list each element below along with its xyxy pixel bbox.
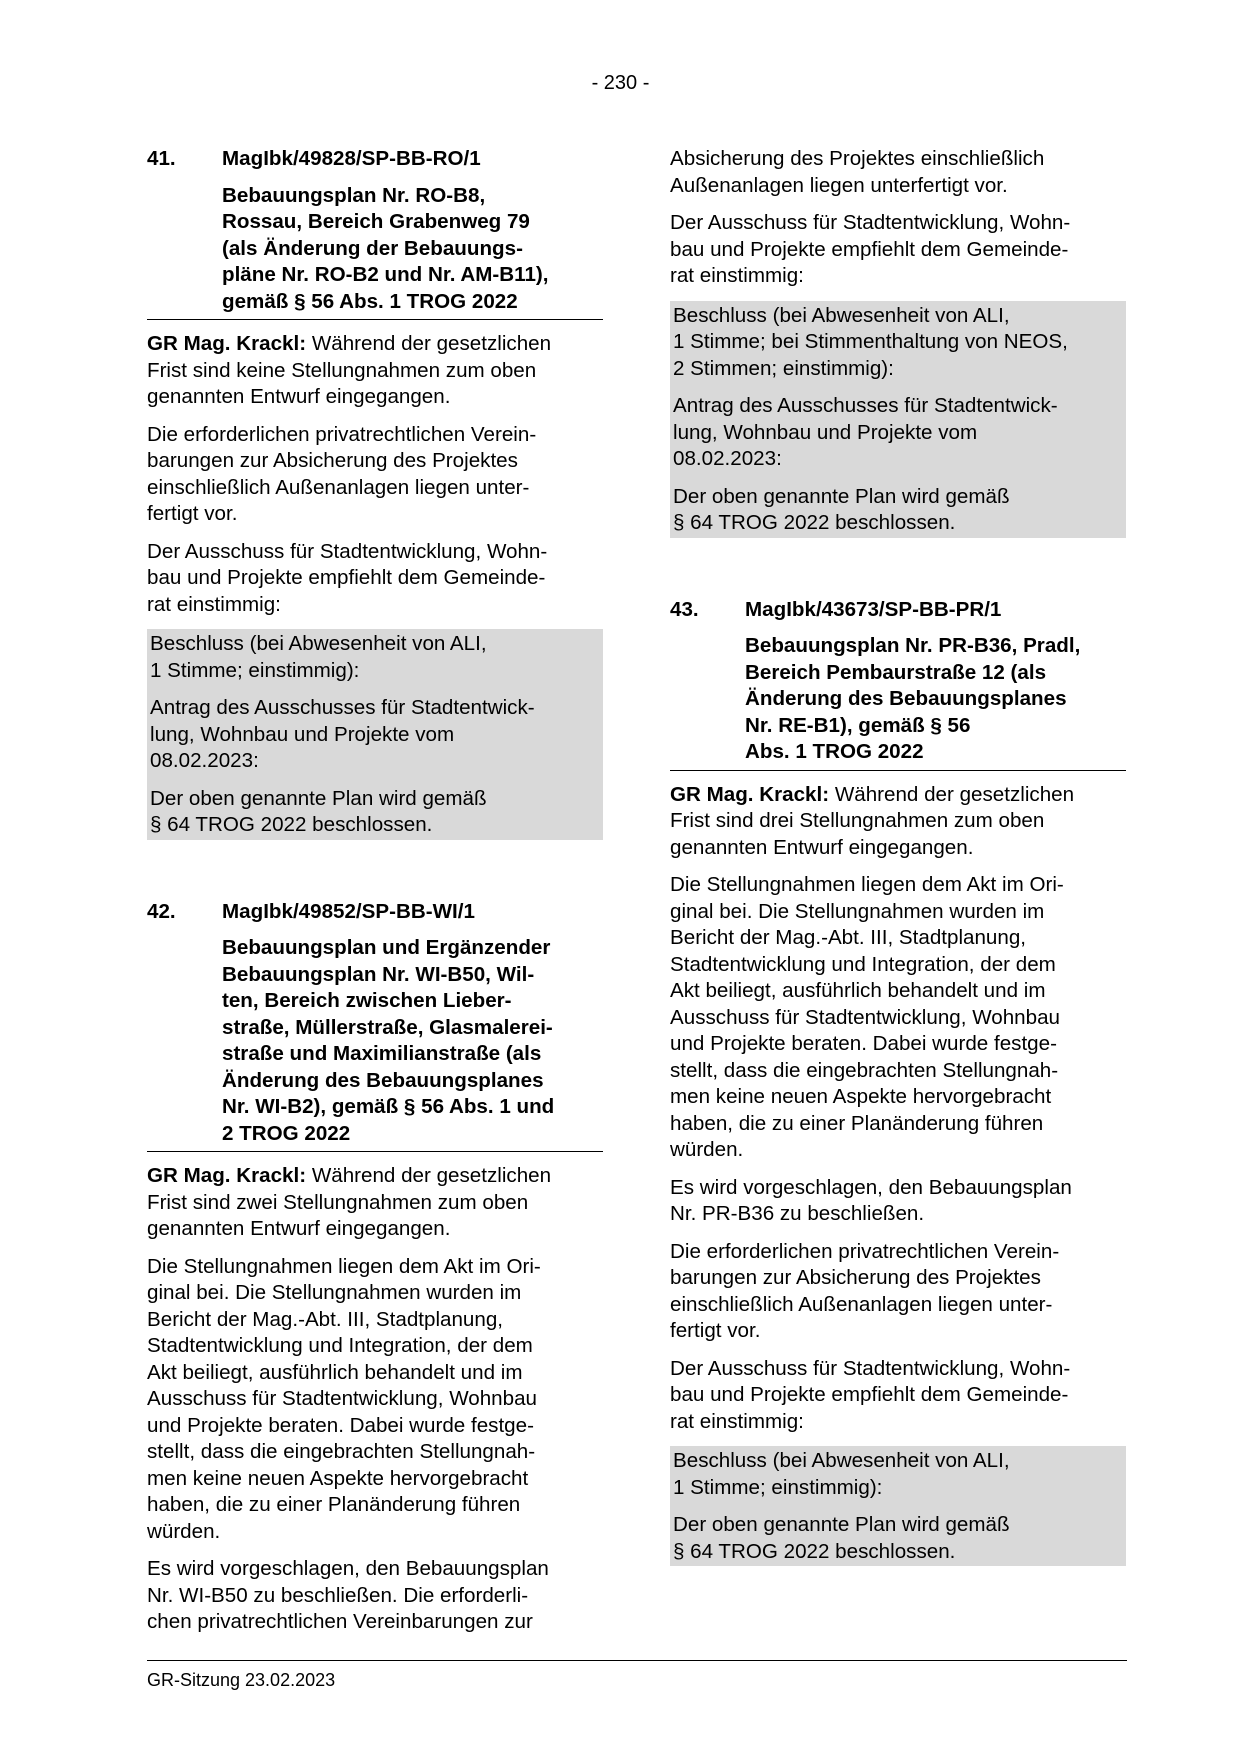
item-number: 41. — [147, 147, 176, 170]
paragraph-text: Während der gesetzlichen Frist sind drei Stellungnahmen zum oben genannten Entwurf eingegangen. — [670, 782, 1075, 859]
item-code: MagIbk/49828/SP-BB-RO/1 — [222, 147, 481, 170]
item-42-heading — [147, 899, 603, 926]
resolution-box — [670, 301, 1126, 538]
paragraph-text: Während der gesetzlichen Frist sind keine Stellungnahmen zum oben genannten Entwurf eingegangen. — [147, 332, 552, 408]
item-title: Bebauungsplan und Ergänzender Bebauungsplan Nr. WI-B50, Wil- ten, Bereich zwischen Lieber- straße, Müllerstraße, Glasmalerei- straße und Maximilianstraße (als Änderung des Bebauungsplanes Nr. WI-B2), gemäß § 56 Abs. 1 und 2 TROG 2022 — [222, 936, 555, 1145]
speaker: GR Mag. Krackl: — [147, 332, 307, 355]
page-number: - 230 - — [591, 72, 650, 94]
paragraph: Absicherung des Projektes einschließlich Außenanlagen liegen unterfertigt vor. — [670, 147, 1045, 197]
paragraph: Der Ausschuss für Stadtentwicklung, Wohn- bau und Projekte empfiehlt dem Gemeinde- rat einstimmig: — [670, 1356, 1071, 1433]
resolution-line: Der oben genannte Plan wird gemäß § 64 TROG 2022 beschlossen. — [673, 1513, 1010, 1563]
item-title: Bebauungsplan Nr. RO-B8, Rossau, Bereich Grabenweg 79 (als Änderung der Bebauungs- pläne Nr. RO-B2 und Nr. AM-B11), gemäß § 56 Abs. 1 TROG 2022 — [222, 183, 549, 313]
item-41-heading — [147, 146, 603, 173]
speaker: GR Mag. Krackl: — [670, 782, 830, 806]
divider — [147, 319, 603, 320]
item-code: MagIbk/49852/SP-BB-WI/1 — [222, 899, 475, 923]
footer-text: GR-Sitzung 23.02.2023 — [147, 1670, 336, 1690]
item-title: Bebauungsplan Nr. PR-B36, Pradl, Bereich Pembaurstraße 12 (als Änderung des Bebauungsplanes Nr. RE-B1), gemäß § 56 Abs. 1 TROG 2022 — [745, 634, 1081, 763]
paragraph — [670, 782, 1126, 862]
paragraph — [147, 331, 603, 411]
paragraph: Es wird vorgeschlagen, den Bebauungsplan Nr. PR-B36 zu beschließen. — [670, 1175, 1072, 1225]
resolution-line: Beschluss (bei Abwesenheit von ALI, 1 Stimme; bei Stimmenthaltung von NEOS, 2 Stimmen; einstimmig): — [673, 303, 1068, 380]
divider — [147, 1151, 603, 1152]
item-43-heading — [670, 597, 1126, 624]
paragraph: Die Stellungnahmen liegen dem Akt im Ori- ginal bei. Die Stellungnahmen wurden im Bericht der Mag.-Abt. III, Stadtplanung, Stadtentwicklung und Integration, der dem Akt beiliegt, ausführlich behandelt und im Ausschuss für Stadtentwicklung, Wohnbau und Projekte beraten. Dabei wurde festge- stellt, dass die eingebrachten Stellungnah- men keine neuen Aspekte hervorgebracht haben, die zu einer Planänderung führen würden. — [670, 873, 1064, 1161]
resolution-line: Antrag des Ausschusses für Stadtentwick- lung, Wohnbau und Projekte vom 08.02.2023: — [673, 394, 1058, 470]
paragraph: Die erforderlichen privatrechtlichen Verein- barungen zur Absicherung des Projektes einschließlich Außenanlagen liegen unter- fertigt vor. — [147, 422, 537, 525]
right-column — [670, 146, 1126, 1577]
paragraph: Die erforderlichen privatrechtlichen Verein- barungen zur Absicherung des Projektes einschließlich Außenanlagen liegen unter- fertigt vor. — [670, 1239, 1060, 1342]
item-number: 43. — [670, 597, 699, 621]
paragraph-text: Während der gesetzlichen Frist sind zwei Stellungnahmen zum oben genannten Entwurf eingegangen. — [147, 1164, 552, 1240]
resolution-line: Beschluss (bei Abwesenheit von ALI, 1 Stimme; einstimmig): — [673, 1449, 1010, 1499]
paragraph — [147, 1163, 603, 1243]
item-code: MagIbk/43673/SP-BB-PR/1 — [745, 597, 1002, 621]
speaker: GR Mag. Krackl: — [147, 1164, 307, 1187]
resolution-line: Der oben genannte Plan wird gemäß § 64 TROG 2022 beschlossen. — [150, 786, 487, 836]
footer-divider — [147, 1660, 1127, 1661]
resolution-line: Beschluss (bei Abwesenheit von ALI, 1 Stimme; einstimmig): — [150, 632, 487, 682]
resolution-box — [147, 629, 603, 840]
resolution-box — [670, 1446, 1126, 1566]
resolution-line: Antrag des Ausschusses für Stadtentwick- lung, Wohnbau und Projekte vom 08.02.2023: — [150, 696, 535, 772]
paragraph: Der Ausschuss für Stadtentwicklung, Wohn- bau und Projekte empfiehlt dem Gemeinde- rat einstimmig: — [670, 211, 1071, 287]
left-column — [147, 146, 603, 1647]
item-number: 42. — [147, 899, 176, 923]
resolution-line: Der oben genannte Plan wird gemäß § 64 TROG 2022 beschlossen. — [673, 484, 1010, 534]
paragraph: Der Ausschuss für Stadtentwicklung, Wohn- bau und Projekte empfiehlt dem Gemeinde- rat einstimmig: — [147, 539, 548, 616]
paragraph: Die Stellungnahmen liegen dem Akt im Ori- ginal bei. Die Stellungnahmen wurden im Bericht der Mag.-Abt. III, Stadtplanung, Stadtentwicklung und Integration, der dem Akt beiliegt, ausführlich behandelt und im Ausschuss für Stadtentwicklung, Wohnbau und Projekte beraten. Dabei wurde festge- stellt, dass die eingebrachten Stellungnah- men keine neuen Aspekte hervorgebracht haben, die zu einer Planänderung führen würden. — [147, 1254, 541, 1543]
paragraph: Es wird vorgeschlagen, den Bebauungsplan Nr. WI-B50 zu beschließen. Die erforderli- chen privatrechtlichen Vereinbarungen zur — [147, 1557, 549, 1633]
divider — [670, 770, 1126, 771]
